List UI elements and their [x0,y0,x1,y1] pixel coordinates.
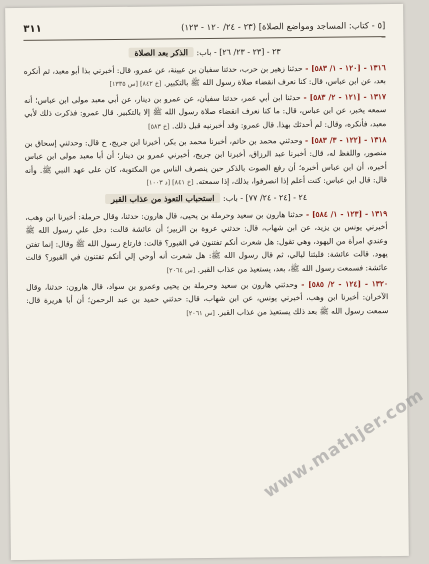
hadith-number: ١٣١٧ - [١٢١ - ٢/ ٥٨٣] - [303,91,387,102]
chapter-title: استحباب التعوذ من عذاب القبر [105,193,220,204]
hadith-reference: [خ ٥٨٣] [148,122,170,131]
hadith-text: وحدثني محمد بن حاتم، أخبرنا محمد بن بكر، أخبرنا ابن جريج، ح قال: وحدثني إسحاق بن منصور، واللفظ له، قال: أخبرنا عبد الرزاق، أخبرنا ابن جريج، أخبرني عمرو بن دينار؛ أن أبا معبد مولى ابن عباس أخبره، أن ابن عباس أخبره؛ أن رفع الصوت بالذكر حين ينصرف الناس من المكتوبة، كان على عهد النبي ﷺ. وأنه قال: قال ابن عباس: كنت أعلم إذا انصرفوا، بذلك، إذا سمعته. [24,135,387,187]
hadith-reference: [س ٢٠٦١] [186,308,215,317]
hadith-paragraph [26,277,388,323]
chapter-title: الذكر بعد الصلاة [128,47,194,58]
hadith-number: ١٣١٨ - [١٢٢ - ٣/ ٥٨٣] - [304,134,387,145]
hadith-paragraph [24,90,386,136]
page-header [23,18,385,41]
page-number: ٣١١ [23,23,42,35]
hadith-paragraph [24,133,387,192]
hadith-reference: [خ ٨٤١] [د ١٠٠٣] [146,178,194,187]
page-body [24,42,391,550]
chapter-heading [24,44,386,61]
watermark: www.mathjer.com [260,385,428,503]
hadith-text: وحدثني هارون بن سعيد وحرملة بن يحيى وعمرو بن سواد، قال هارون: حدثنا، وقال الآخران: أخبرنا ابن وهب، أخبرني يونس، عن ابن شهاب، قال: حدثني حميد بن عبد الرحمن؛ أن أبا هريرة قال: سمعت رسول الله ﷺ بعد ذلك يستعيذ من عذاب القبر. [25,279,389,317]
hadith-text: حدثنا ابن أبي عمر، حدثنا سفيان، عن عمرو بن دينار، عن أبي معبد مولى ابن عباس؛ أنه سمعه يخبر، عن ابن عباس، قال: ما كنا نعرف انقضاء صلاة رسول الله ﷺ إلا بالتكبير. قال عمرو: فذكرت ذلك لأبي معبد، فأنكره، وقال: لم أحدثك بهذا. قال عمرو: وقد أخبرنيه قبل ذلك. [24,92,387,131]
hadith-number: ١٣١٩ - [١٢٣ - ١/ ٥٨٤] - [305,208,388,219]
running-head: [٥ - كتاب: المساجد ومواضع الصلاة] (٢٣ - ٢٤/ ١٢٠ - ١٢٣) [181,21,386,34]
hadith-text: حدثنا هارون بن سعيد وحرملة بن يحيى، قال هارون: حدثنا، وقال حرملة: أخبرنا ابن وهب، أخبرني يونس بن يزيد، عن ابن شهاب، قال: حدثني عروة بن الزبير؛ أن عائشة قالت: دخل علي رسول الله ﷺ وعندي امرأة من اليهود، وهي تقول: هل شعرت أنكم تفتنون في القبور؟ قالت: فارتاع رسول الله ﷺ وقال: إنما تفتن يهود. قالت عائشة: فلبثنا ليالي، ثم قال رسول الله ﷺ: هل شعرت أنه أوحي إلي أنكم تفتنون في القبور؟ قالت عائشة: فسمعت رسول الله ﷺ، بعد، يستعيذ من عذاب القبر. [25,209,388,275]
hadith-reference: [س ٢٠٦٤] [166,266,196,275]
hadith-number: ١٣٢٠ - [١٢٤ - ٢/ ٥٨٥] - [301,278,389,289]
chapter-label: ٢٤ - [٢٤ - ٢٤/ ٧٧] - باب: [222,192,308,203]
hadith-reference: [خ ٨٤٢] [س ١٣٣٥] [109,79,162,89]
hadith-number: ١٣١٦ - [١٢٠ - ١/ ٥٨٣] - [305,62,386,73]
book-page [5,4,428,560]
chapter-heading [25,190,387,207]
hadith-paragraph [24,61,386,93]
hadith-paragraph [25,207,388,280]
hadith-text: حدثنا زهير بن حرب، حدثنا سفيان بن عيينة، عن عمرو، قال: أخبرني بذا أبو معبد، ثم أنكره بعد، عن ابن عباس، قال: كنا نعرف انقضاء صلاة رسول الله ﷺ بالتكبير. [23,63,386,88]
chapter-label: ٢٣ - [٢٣ - ٢٣/ ٢٦] - باب: [196,47,281,58]
